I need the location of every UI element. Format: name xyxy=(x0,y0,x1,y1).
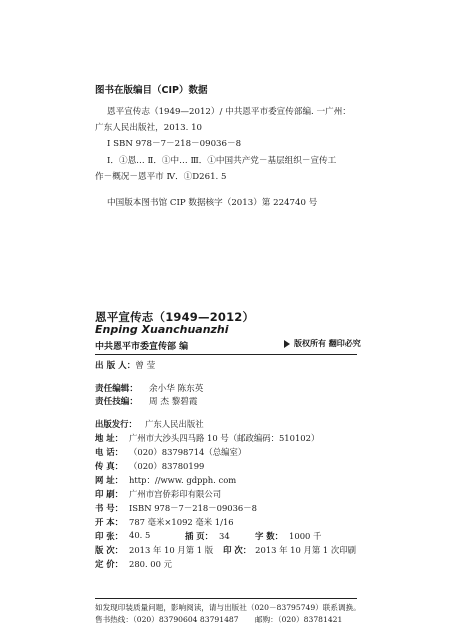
mail-order-text: 邮购：（020）83781421 xyxy=(255,615,343,624)
price-value: 280. 00 元 xyxy=(129,559,173,569)
tech-editors-label: 责任技编： xyxy=(95,397,138,407)
format-label: 开 本： xyxy=(95,517,124,527)
tech-editors-row xyxy=(95,395,197,407)
impression-label: 印 次： xyxy=(223,545,252,555)
quality-notice: 如发现印装质量问题，影响阅读，请与出版社（020－83795749）联系调换。 xyxy=(95,603,361,612)
phone-label: 电 话： xyxy=(95,447,124,457)
cip-line-3: I SBN 978－7－218－09036－8 xyxy=(107,139,242,149)
fax-label: 传 真： xyxy=(95,461,124,471)
price-row xyxy=(95,558,172,570)
cip-line-5: 作－概况－恩平市 Ⅳ．①D261. 5 xyxy=(95,172,227,182)
editors-row xyxy=(95,382,203,394)
printer-label: 印 刷： xyxy=(95,489,124,499)
website-row xyxy=(95,474,236,486)
book-title: 恩平宣传志（1949—2012） xyxy=(95,310,255,324)
issuer-value: 广东人民出版社 xyxy=(145,419,204,429)
editors-value: 余小华 陈东英 xyxy=(149,384,204,394)
printer-row xyxy=(95,488,221,500)
isbn-value: ISBN 978－7－218－09036－8 xyxy=(129,503,257,513)
address-label: 地 址： xyxy=(95,433,124,443)
plates-label: 插 页： xyxy=(185,531,214,541)
triangle-marker-icon xyxy=(284,340,290,348)
publisher-person: 曾 莹 xyxy=(135,361,156,371)
sheets-label: 印 张： xyxy=(95,531,124,541)
impression-value: 2013 年 10 月第 1 次印刷 xyxy=(255,545,357,555)
editors-label: 责任编辑： xyxy=(95,384,138,394)
isbn-label: 书 号： xyxy=(95,503,124,513)
cip-line-1: 恩平宣传志（1949—2012）/ 中共恩平市委宣传部编. 一广州： xyxy=(107,107,351,117)
phone-row xyxy=(95,446,246,458)
sheets-row xyxy=(95,530,321,542)
author-line: 中共恩平市委宣传部 编 xyxy=(95,342,189,352)
issuer-label: 出版发行： xyxy=(95,419,137,429)
tech-editors-value: 周 杰 黎碧霞 xyxy=(149,397,198,407)
rights-text: 版权所有 翻印必究 xyxy=(294,338,361,348)
edition-row xyxy=(95,544,356,556)
edition-label: 版 次： xyxy=(95,545,124,555)
website-value: http：//www. gdpph. com xyxy=(129,475,237,485)
words-label: 字 数： xyxy=(255,531,284,541)
price-label: 定 价： xyxy=(95,559,124,569)
sales-hotline-text: 售书热线：（020）83790604 83791487 xyxy=(95,615,239,624)
issuer-row xyxy=(95,418,204,430)
address-row xyxy=(95,432,319,444)
website-label: 网 址： xyxy=(95,475,124,485)
printer-value: 广州市宫侨彩印有限公司 xyxy=(129,489,222,499)
edition-value: 2013 年 10 月第 1 版 xyxy=(129,545,214,555)
isbn-row xyxy=(95,502,257,514)
plates-value: 34 xyxy=(219,531,230,541)
address-value: 广州市大沙头四马路 10 号（邮政编码：510102） xyxy=(129,433,320,443)
divider-rule xyxy=(95,354,357,355)
sheets-value: 40. 5 xyxy=(129,530,151,540)
cip-heading: 图书在版编目（CIP）数据 xyxy=(95,85,208,96)
rights-notice xyxy=(284,338,361,349)
phone-value: （020）83798714（总编室） xyxy=(129,447,247,457)
publisher-person-label: 出 版 人： xyxy=(95,361,136,371)
cip-core-data: 中国版本图书馆 CIP 数据核字（2013）第 224740 号 xyxy=(107,198,318,208)
cip-line-2: 广东人民出版社，2013. 10 xyxy=(95,123,203,133)
cip-line-4: Ⅰ．①恩… Ⅱ．①中… Ⅲ．①中国共产党－基层组织－宣传工 xyxy=(107,156,337,166)
words-value: 1000 千 xyxy=(289,531,322,541)
bottom-rule xyxy=(95,598,357,599)
format-value: 787 毫米×1092 毫米 1/16 xyxy=(129,517,234,527)
format-row xyxy=(95,516,234,528)
sales-hotline xyxy=(95,614,342,625)
publisher-person-row xyxy=(95,359,155,371)
fax-value: （020）83780199 xyxy=(129,461,205,471)
book-pinyin-title: Enping Xuanchuanzhi xyxy=(95,323,229,336)
fax-row xyxy=(95,460,204,472)
